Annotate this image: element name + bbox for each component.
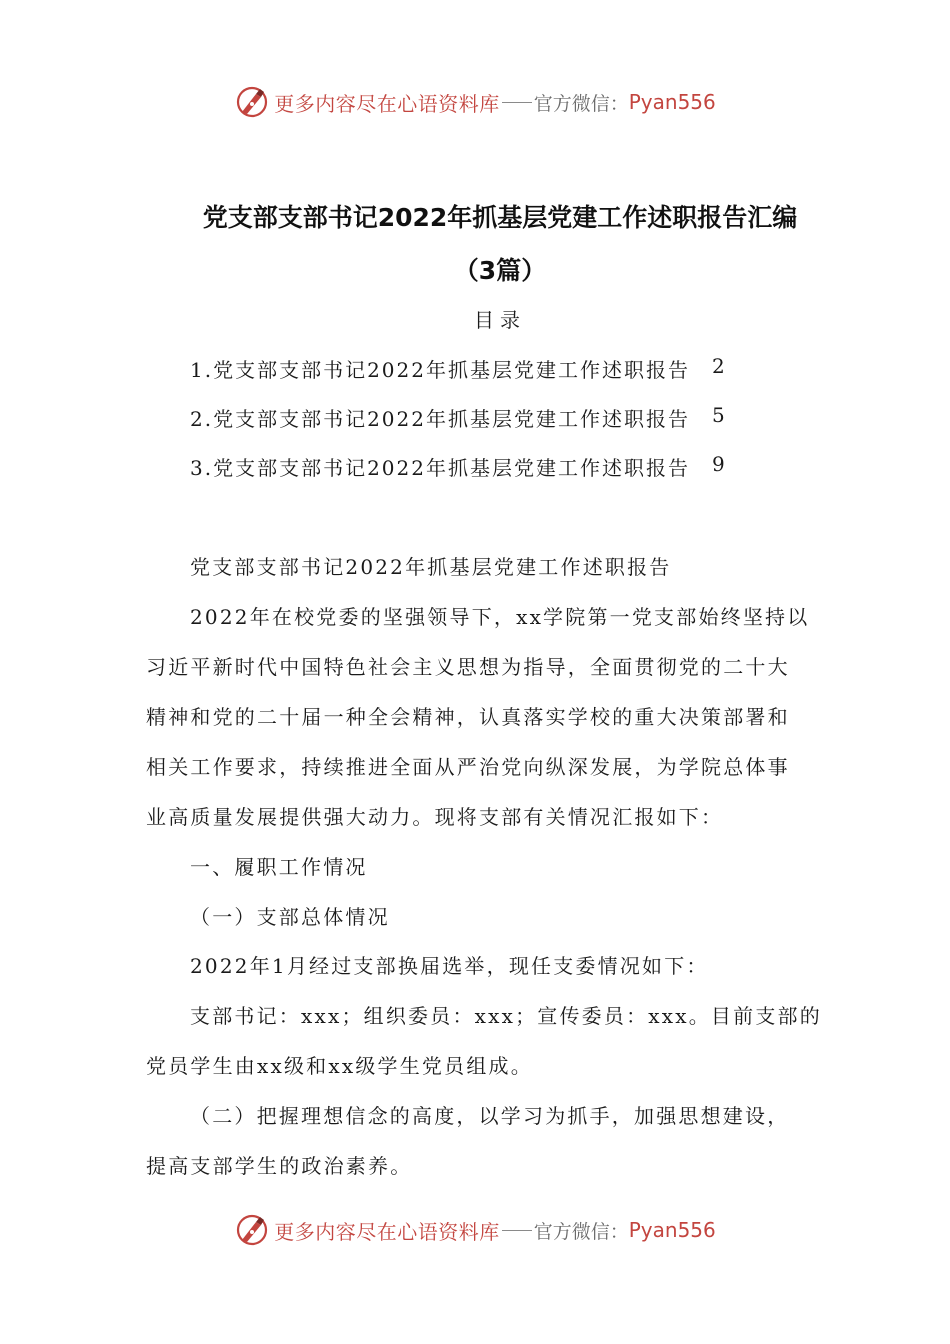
footer-banner	[0, 1208, 950, 1252]
paragraph-line: 2022年在校党委的坚强领导下，xx学院第一党支部始终坚持以	[190, 605, 810, 629]
section-heading: 一、履职工作情况	[190, 855, 368, 879]
paragraph-line: 支部书记：xxx；组织委员：xxx；宣传委员：xxx。目前支部的	[190, 1004, 822, 1028]
banner-separator	[502, 102, 532, 103]
toc-entry-title: 1.党支部支部书记2022年抓基层党建工作述职报告	[190, 358, 690, 382]
toc-entry-title: 3.党支部支部书记2022年抓基层党建工作述职报告	[190, 456, 690, 480]
section-heading: 党支部支部书记2022年抓基层党建工作述职报告	[190, 555, 672, 579]
banner-main-text: 更多内容尽在心语资料库	[274, 1219, 500, 1244]
header-banner	[0, 80, 950, 124]
banner-separator	[502, 1230, 532, 1231]
pen-nib-logo-icon	[234, 84, 270, 120]
subsection-heading: （二）把握理想信念的高度，以学习为抓手，加强思想建设，	[190, 1104, 790, 1128]
banner-main-text: 更多内容尽在心语资料库	[274, 91, 500, 116]
banner-wechat-id: Pyan556	[628, 90, 716, 114]
paragraph-line: 相关工作要求，持续推进全面从严治党向纵深发展，为学院总体事	[146, 755, 790, 779]
paragraph-line: 精神和党的二十届一种全会精神，认真落实学校的重大决策部署和	[146, 705, 790, 729]
toc-entry[interactable]	[190, 403, 730, 433]
paragraph-line: 党员学生由xx级和xx级学生党员组成。	[146, 1054, 533, 1078]
banner-wechat-id: Pyan556	[628, 1218, 716, 1242]
toc-entry[interactable]	[190, 452, 730, 482]
toc-heading: 目录	[474, 308, 526, 332]
document-title: 党支部支部书记2022年抓基层党建工作述职报告汇编	[202, 203, 798, 232]
paragraph-line: 提高支部学生的政治素养。	[146, 1154, 413, 1178]
pen-nib-logo-icon	[234, 1212, 270, 1248]
subsection-heading: （一）支部总体情况	[190, 905, 390, 929]
paragraph-line: 业高质量发展提供强大动力。现将支部有关情况汇报如下：	[146, 805, 724, 829]
paragraph-line: 2022年1月经过支部换届选举，现任支委情况如下：	[190, 954, 709, 978]
paragraph-line: 习近平新时代中国特色社会主义思想为指导，全面贯彻党的二十大	[146, 655, 790, 679]
toc-entry[interactable]	[190, 354, 730, 384]
document-title-count: （3篇）	[453, 256, 547, 285]
banner-wechat-label: 官方微信：	[533, 92, 629, 115]
banner-wechat-label: 官方微信：	[533, 1220, 629, 1243]
toc-entry-title: 2.党支部支部书记2022年抓基层党建工作述职报告	[190, 407, 690, 431]
toc-entry-page: 5	[712, 403, 727, 427]
toc-entry-page: 9	[712, 452, 727, 476]
toc-entry-page: 2	[712, 354, 727, 378]
